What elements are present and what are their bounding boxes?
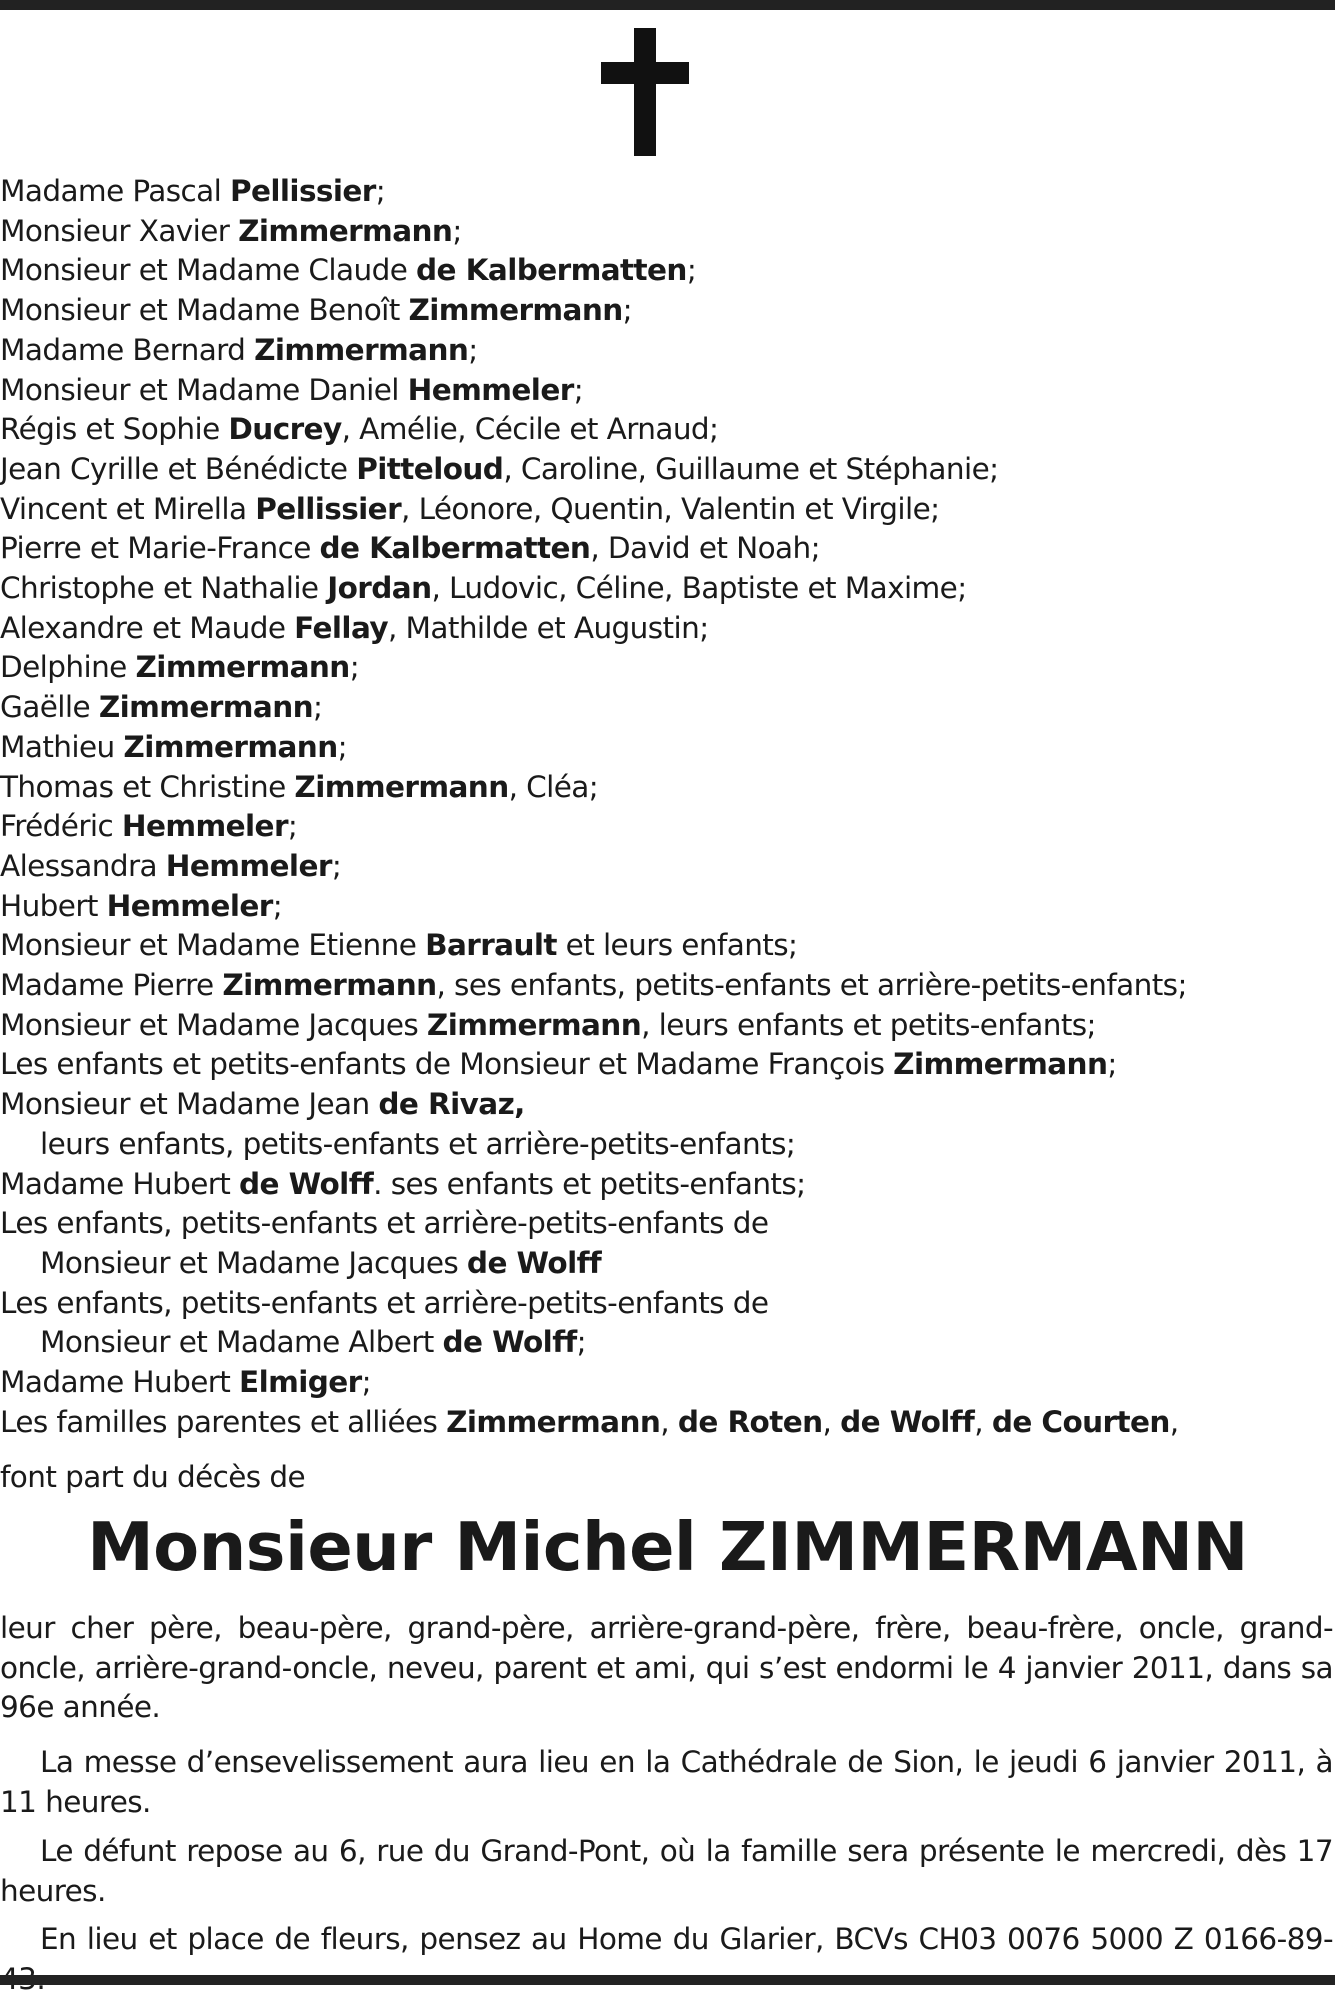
family-surname: Zimmermann <box>294 769 509 804</box>
family-text: ; <box>337 729 347 764</box>
family-text: Madame Hubert <box>0 1166 240 1201</box>
family-text: Monsieur et Madame Daniel <box>0 372 408 407</box>
family-text: , Cléa; <box>508 769 599 804</box>
family-text: ; <box>573 372 584 407</box>
family-text: , <box>974 1404 992 1439</box>
family-line <box>0 728 1330 768</box>
family-line <box>0 1006 1330 1046</box>
family-line <box>0 1244 1330 1284</box>
family-line <box>0 1085 1330 1125</box>
family-surname: Zimmermann <box>408 293 623 328</box>
family-line <box>0 1363 1330 1403</box>
family-text: ; <box>1107 1047 1117 1082</box>
family-text: ; <box>313 690 323 725</box>
family-text: Madame Bernard <box>0 332 255 367</box>
family-surname: Zimmermann <box>123 729 338 764</box>
family-surname: de Courten <box>991 1404 1170 1439</box>
family-text: Monsieur et Madame Jean <box>0 1087 379 1122</box>
family-line <box>0 569 1330 609</box>
family-text: Jean Cyrille et Bénédicte <box>0 451 357 486</box>
family-text: , Caroline, Guillaume et Stéphanie; <box>503 451 999 486</box>
deceased-name: Monsieur Michel ZIMMERMANN <box>87 1508 1248 1586</box>
family-surname: Pellissier <box>229 174 376 208</box>
family-surname: de Kalbermatten <box>319 531 591 566</box>
family-surname: Zimmermann <box>98 690 313 725</box>
family-line <box>0 1165 1330 1205</box>
family-text: ; <box>331 848 342 883</box>
family-text: ; <box>452 213 462 248</box>
relation-paragraph: leur cher père, beau-père, grand-père, arrière-grand-père, frère, beau-frère, oncle, grand-oncle, arrière-grand-oncle, neveu, parent et ami, qui s’est endormi le 4 janvier 2011, dans sa 96e année. <box>0 1611 1333 1724</box>
family-line <box>0 410 1330 450</box>
family-text: ; <box>375 174 386 208</box>
family-text: Hubert <box>0 888 107 923</box>
family-line <box>0 331 1330 371</box>
family-text: Vincent et Mirella <box>0 491 256 526</box>
family-text: Les familles parentes et alliées <box>0 1404 447 1439</box>
family-line <box>0 490 1330 530</box>
family-surname: Zimmermann <box>222 968 437 1003</box>
family-text: Madame Hubert <box>0 1365 240 1400</box>
family-line <box>0 1045 1330 1085</box>
family-surname: de Rivaz, <box>378 1087 525 1122</box>
family-text: , Léonore, Quentin, Valentin et Virgile; <box>401 491 940 526</box>
family-text: Gaëlle <box>0 690 99 725</box>
family-line <box>0 1125 1330 1165</box>
family-surname: Zimmermann <box>238 213 453 248</box>
family-surname: Zimmermann <box>426 1007 642 1042</box>
family-text: Alexandre et Maude <box>0 610 295 645</box>
funeral-mass-paragraph: La messe d’ensevelissement aura lieu en la Cathédrale de Sion, le jeudi 6 janvier 2011, à 11 heures. <box>0 1745 1333 1819</box>
family-line <box>0 966 1330 1006</box>
viewing-paragraph: Le défunt repose au 6, rue du Grand-Pont, où la famille sera présente le mercredi, dès 17 heures. <box>0 1834 1333 1908</box>
family-text: ; <box>622 293 633 328</box>
family-line <box>0 807 1330 847</box>
family-text: Madame Pascal <box>0 174 230 208</box>
family-text: Frédéric <box>0 809 122 844</box>
family-text: . ses enfants et petits-enfants; <box>373 1166 806 1201</box>
family-text: , Mathilde et Augustin; <box>387 610 709 645</box>
family-text: , <box>660 1404 678 1439</box>
family-line <box>0 648 1330 688</box>
family-text: Monsieur et Madame Etienne <box>0 928 426 963</box>
family-line <box>0 291 1330 331</box>
family-text: ; <box>287 809 298 844</box>
announcement-lead: font part du décès de <box>0 1460 306 1494</box>
family-text: , <box>1169 1404 1179 1439</box>
family-surname: Zimmermann <box>254 332 469 367</box>
family-surname: de Wolff <box>840 1404 975 1439</box>
family-text: Monsieur et Madame Albert <box>40 1325 443 1360</box>
family-line <box>0 529 1330 569</box>
family-surname: Hemmeler <box>165 848 332 883</box>
family-line <box>0 251 1330 291</box>
family-surname: de Roten <box>677 1404 823 1439</box>
donation-paragraph: En lieu et place de fleurs, pensez au Home du Glarier, BCVs CH03 0076 5000 Z 0166-89- <box>40 1922 1333 1956</box>
family-text: Les enfants et petits-enfants de Monsieur et Madame François <box>0 1047 894 1082</box>
top-rule <box>0 0 1335 10</box>
family-text: ; <box>576 1325 587 1360</box>
family-text: Monsieur et Madame Jacques <box>0 1007 427 1042</box>
family-surname: Zimmermann <box>893 1047 1108 1082</box>
family-text: Thomas et Christine <box>0 769 295 804</box>
family-line <box>0 688 1330 728</box>
family-surname: de Kalbermatten <box>416 253 687 288</box>
family-text: ; <box>272 888 283 923</box>
family-text: Delphine <box>0 650 136 685</box>
family-surname: Hemmeler <box>106 888 273 923</box>
family-text: ; <box>468 332 478 367</box>
family-surname: Zimmermann <box>135 650 350 685</box>
family-text: Alessandra <box>0 848 166 883</box>
family-text: Monsieur et Madame Claude <box>0 253 417 288</box>
cross-icon <box>601 28 689 156</box>
family-text: Pierre et Marie-France <box>0 531 320 566</box>
family-surname: de Wolff <box>466 1245 602 1280</box>
family-text: Les enfants, petits-enfants et arrière-petits-enfants de <box>0 1206 769 1241</box>
bottom-rule <box>0 1975 1335 1985</box>
family-line <box>0 371 1330 411</box>
family-line <box>0 1403 1330 1443</box>
family-surname: Elmiger <box>239 1365 362 1400</box>
family-surname: Ducrey <box>228 412 342 447</box>
family-line <box>0 212 1330 252</box>
family-text: Régis et Sophie <box>0 412 229 447</box>
family-surname: Pellissier <box>255 491 402 526</box>
family-text: , David et Noah; <box>590 531 820 566</box>
family-text: Christophe et Nathalie <box>0 571 328 606</box>
family-text: Monsieur Xavier <box>0 213 239 248</box>
family-line <box>0 450 1330 490</box>
family-line <box>0 926 1330 966</box>
family-list <box>0 172 1330 1443</box>
family-surname: de Wolff <box>239 1166 374 1201</box>
family-line <box>0 172 1330 212</box>
family-surname: Zimmermann <box>446 1404 661 1439</box>
family-line <box>0 768 1330 808</box>
family-surname: de Wolff <box>442 1325 577 1360</box>
family-text: ; <box>361 1365 371 1400</box>
family-line <box>0 887 1330 927</box>
family-surname: Jordan <box>327 571 432 606</box>
family-text: , Ludovic, Céline, Baptiste et Maxime; <box>431 571 967 606</box>
family-text: Madame Pierre <box>0 968 223 1003</box>
family-surname: Fellay <box>294 610 388 645</box>
family-line <box>0 1323 1330 1363</box>
family-text: leurs enfants, petits-enfants et arrière-petits-enfants; <box>40 1126 796 1161</box>
family-text: , Amélie, Cécile et Arnaud; <box>341 412 719 447</box>
family-surname: Hemmeler <box>121 809 288 844</box>
family-text: , leurs enfants et petits-enfants; <box>641 1007 1096 1042</box>
family-surname: Barrault <box>425 928 557 963</box>
family-surname: Pitteloud <box>356 451 504 486</box>
family-text: Les enfants, petits-enfants et arrière-petits-enfants de <box>0 1285 769 1320</box>
family-text: Mathieu <box>0 729 124 764</box>
family-line <box>0 609 1330 649</box>
family-text: , ses enfants, petits-enfants et arrière-petits-enfants; <box>436 968 1187 1003</box>
family-line <box>0 1284 1330 1324</box>
family-line <box>0 847 1330 887</box>
family-text: ; <box>686 253 697 288</box>
family-text: Monsieur et Madame Jacques <box>40 1245 467 1280</box>
family-text: , <box>822 1404 841 1439</box>
family-text: et leurs enfants; <box>556 928 798 963</box>
family-text: Monsieur et Madame Benoît <box>0 293 409 328</box>
family-surname: Hemmeler <box>407 372 574 407</box>
family-text: ; <box>349 650 360 685</box>
family-line <box>0 1204 1330 1244</box>
